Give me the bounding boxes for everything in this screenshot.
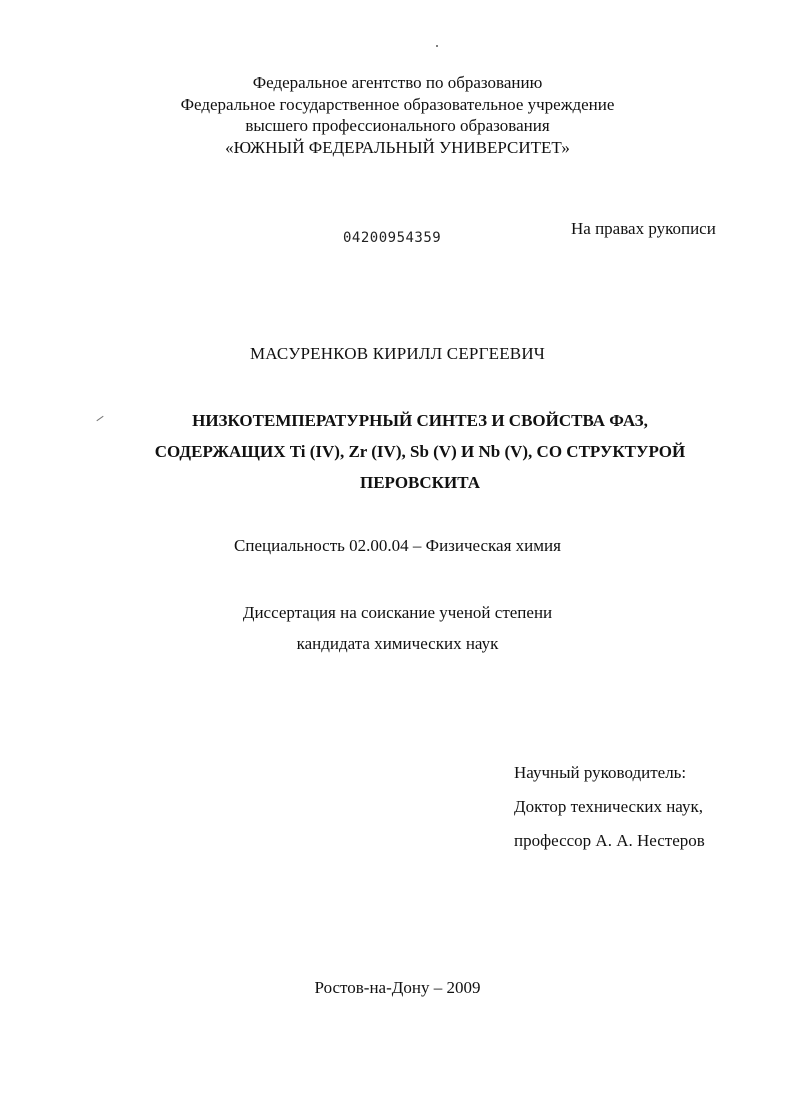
header-line-education-level: высшего профессионального образования bbox=[245, 116, 550, 135]
title-line-2: СОДЕРЖАЩИХ Ti (IV), Zr (IV), Sb (V) И Nb (V), СО СТРУКТУРОЙ bbox=[154, 442, 686, 461]
library-stamp-number: 04200954359 bbox=[343, 230, 442, 246]
degree-line-2: кандидата химических наук bbox=[296, 634, 499, 653]
institution-header bbox=[0, 72, 795, 158]
supervisor-name: профессор А. А. Нестеров bbox=[514, 831, 705, 850]
scan-speck bbox=[436, 45, 438, 47]
dissertation-title bbox=[115, 405, 725, 498]
specialty-line: Специальность 02.00.04 – Физическая химия bbox=[234, 536, 561, 555]
degree-line-1: Диссертация на соискание ученой степени bbox=[242, 603, 553, 622]
manuscript-note: На правах рукописи bbox=[571, 219, 716, 238]
scan-mark bbox=[96, 416, 103, 421]
author-name: МАСУРЕНКОВ КИРИЛЛ СЕРГЕЕВИЧ bbox=[249, 344, 546, 363]
supervisor-degree: Доктор технических наук, bbox=[514, 797, 703, 816]
city-year: Ростов-на-Дону – 2009 bbox=[314, 978, 481, 997]
supervisor-label: Научный руководитель: bbox=[514, 763, 687, 782]
header-line-institution-type: Федеральное государственное образовательное учреждение bbox=[180, 94, 615, 114]
header-line-university-name: «ЮЖНЫЙ ФЕДЕРАЛЬНЫЙ УНИВЕРСИТЕТ» bbox=[225, 137, 570, 157]
header-line-agency: Федеральное агентство по образованию bbox=[252, 73, 543, 92]
title-line-1: НИЗКОТЕМПЕРАТУРНЫЙ СИНТЕЗ И СВОЙСТВА ФАЗ, bbox=[192, 411, 648, 430]
title-line-3: ПЕРОВСКИТА bbox=[359, 473, 480, 492]
degree-statement bbox=[0, 597, 795, 659]
supervisor-block bbox=[514, 756, 705, 858]
